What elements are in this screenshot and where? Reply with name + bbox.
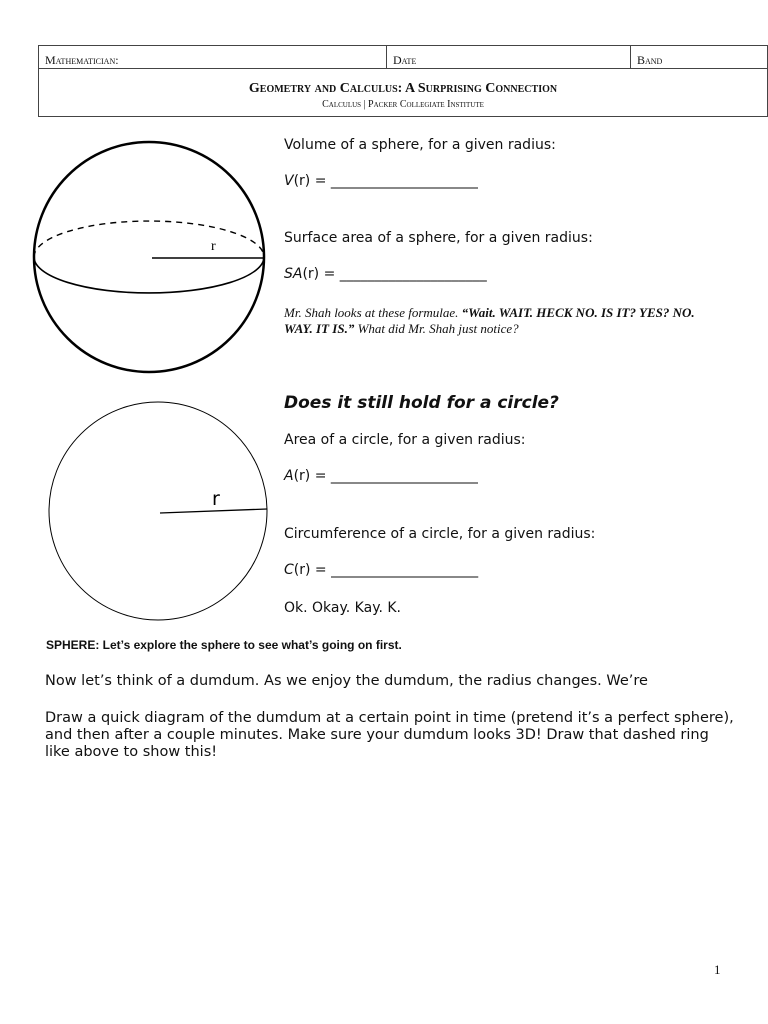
mathematician-field[interactable]	[39, 46, 387, 69]
circumference-arg: (r) =	[293, 562, 332, 578]
volume-formula	[284, 173, 478, 189]
area-func: A	[284, 468, 294, 484]
band-label: Band	[637, 53, 663, 67]
date-field[interactable]	[387, 46, 631, 69]
document-subtitle: Calculus | Packer Collegiate Institute	[322, 99, 484, 110]
sphere-outline	[34, 142, 264, 372]
explore-heading: SPHERE: Let’s explore the sphere to see what’s going on first.	[46, 638, 402, 652]
shah-note-exclaim: “Wait. WAIT. HECK NO. IS IT? YES? NO. WAY. IT IS.”	[284, 305, 695, 336]
circumference-answer-blank[interactable]: _____________________	[331, 562, 479, 578]
surface-formula	[284, 266, 487, 282]
area-answer-blank[interactable]: _____________________	[330, 468, 478, 484]
sphere-diagram	[30, 138, 270, 378]
mathematician-label: Mathematician:	[45, 53, 119, 67]
circumference-formula	[284, 562, 478, 578]
sphere-front-ring	[34, 257, 264, 293]
shah-note-intro: Mr. Shah looks at these formulae.	[284, 305, 462, 320]
surface-answer-blank[interactable]: _____________________	[339, 266, 487, 282]
sphere-back-ring	[34, 221, 264, 257]
circle-outline	[49, 402, 267, 620]
volume-prompt: Volume of a sphere, for a given radius:	[284, 137, 556, 153]
shah-note-question: What did Mr. Shah just notice?	[354, 321, 519, 336]
volume-arg: (r) =	[293, 173, 331, 189]
header-table	[38, 45, 768, 117]
explore-paragraph-2: Draw a quick diagram of the dumdum at a certain point in time (pretend it’s a perfect sphere), and then after a couple minutes. Make sure your dumdum looks 3D! Draw that dashed ring like above to show this!	[45, 710, 734, 760]
title-block	[39, 69, 768, 117]
circumference-func: C	[284, 562, 294, 578]
ok-text: Ok. Okay. Kay. K.	[284, 600, 402, 616]
surface-func: SA	[284, 266, 303, 282]
circumference-prompt: Circumference of a circle, for a given radius:	[284, 526, 596, 542]
shah-note	[284, 305, 714, 337]
volume-answer-blank[interactable]: _____________________	[330, 173, 478, 189]
volume-func: V	[284, 173, 294, 189]
circle-diagram	[48, 398, 276, 630]
area-formula	[284, 468, 478, 484]
date-label: Date	[393, 53, 417, 67]
sphere-radius-label: r	[211, 239, 216, 254]
surface-arg: (r) =	[302, 266, 340, 282]
explore-paragraph-1: Now let’s think of a dumdum. As we enjoy the dumdum, the radius changes. We’re	[45, 673, 648, 689]
document-title: Geometry and Calculus: A Surprising Connection	[248, 81, 558, 96]
surface-prompt: Surface area of a sphere, for a given radius:	[284, 230, 593, 246]
band-field[interactable]	[631, 46, 768, 69]
area-arg: (r) =	[293, 468, 331, 484]
circle-radius-label: r	[212, 488, 220, 510]
circle-heading: Does it still hold for a circle?	[284, 393, 559, 413]
area-prompt: Area of a circle, for a given radius:	[284, 432, 526, 448]
page-number: 1	[714, 962, 721, 977]
